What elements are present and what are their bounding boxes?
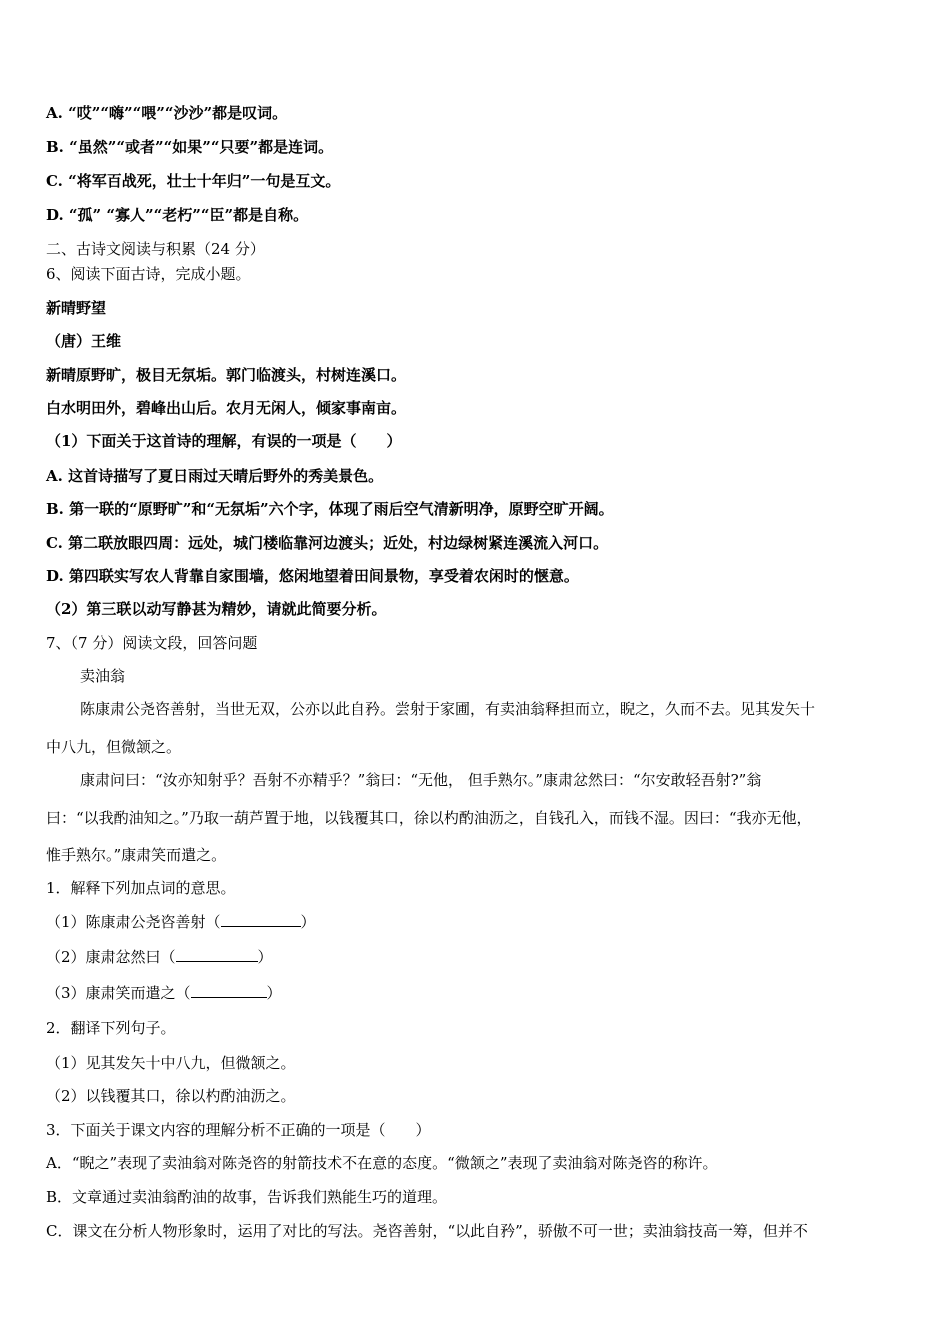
q6-sub1: （1）下面关于这首诗的理解，有误的一项是（ ） xyxy=(46,432,402,450)
passage-para2-line1: 康肃问曰：“汝亦知射乎？吾射不亦精乎？”翁曰：“无他， 但手熟尔。”康肃忿然曰：“尔安敢轻吾射?”翁 xyxy=(80,771,762,789)
q7-sub3: 3．下面关于课文内容的理解分析不正确的一项是（ ） xyxy=(46,1121,431,1139)
answer-blank[interactable] xyxy=(176,947,258,962)
item-text: （1）陈康肃公尧咨善射（ xyxy=(46,913,221,931)
close-paren: ） xyxy=(257,948,273,966)
passage-para1-line1: 陈康肃公尧咨善射，当世无双，公亦以此自矜。尝射于家圃，有卖油翁释担而立，睨之，久而不去。见其发矢十 xyxy=(80,700,816,718)
item-text: （2）康肃忿然曰（ xyxy=(46,948,176,966)
q5-option-d: D. “孤” “寡人”“老朽”“臣”都是自称。 xyxy=(46,206,309,224)
q6-sub1-option-c: C. 第二联放眼四周：远处，城门楼临靠河边渡头；近处，村边绿树紧连溪流入河口。 xyxy=(46,534,609,552)
poem-author: （唐）王维 xyxy=(46,332,122,350)
poem-line-1: 新晴原野旷，极目无氛垢。郭门临渡头，村树连溪口。 xyxy=(46,366,407,384)
passage-para2-line3: 惟手熟尔。”康肃笑而遣之。 xyxy=(46,846,227,864)
q7-sub1: 1．解释下列加点词的意思。 xyxy=(46,879,236,897)
q7-sub1-item-1 xyxy=(46,912,316,932)
q6-sub1-option-b: B. 第一联的“原野旷”和“无氛垢”六个字，体现了雨后空气清新明净，原野空旷开阔。 xyxy=(46,500,614,518)
q7-sub1-item-2 xyxy=(46,947,273,967)
q5-option-c: C. “将军百战死，壮士十年归”一句是互文。 xyxy=(46,172,341,190)
q6-prompt: 6、阅读下面古诗，完成小题。 xyxy=(46,265,251,283)
q7-sub3-option-b: B．文章通过卖油翁酌油的故事，告诉我们熟能生巧的道理。 xyxy=(46,1188,448,1206)
q6-sub1-option-d: D. 第四联实写农人背靠自家围墙，悠闲地望着田间景物，享受着农闲时的惬意。 xyxy=(46,567,579,585)
q7-sub2-item-2: （2）以钱覆其口，徐以杓酌油沥之。 xyxy=(46,1087,296,1105)
q5-option-b: B. “虽然”“或者”“如果”“只要”都是连词。 xyxy=(46,138,334,156)
item-text: （3）康肃笑而遣之（ xyxy=(46,984,191,1002)
answer-blank[interactable] xyxy=(191,983,267,998)
passage-title: 卖油翁 xyxy=(80,667,126,685)
q7-sub3-option-a: A．“睨之”表现了卖油翁对陈尧咨的射箭技术不在意的态度。“微颔之”表现了卖油翁对陈尧咨的称许。 xyxy=(46,1154,718,1172)
passage-para1-line2: 中八九，但微颔之。 xyxy=(46,738,182,756)
q7-sub3-option-c: C．课文在分析人物形象时，运用了对比的写法。尧咨善射，“以此自矜”，骄傲不可一世；卖油翁技高一筹，但并不 xyxy=(46,1222,808,1240)
q7-sub1-item-3 xyxy=(46,983,282,1003)
q6-sub2: （2）第三联以动写静甚为精妙，请就此简要分析。 xyxy=(46,600,387,618)
section-heading: 二、古诗文阅读与积累（24 分） xyxy=(46,240,265,258)
q7-sub2-item-1: （1）见其发矢十中八九，但微颔之。 xyxy=(46,1054,296,1072)
q6-sub1-option-a: A. 这首诗描写了夏日雨过天晴后野外的秀美景色。 xyxy=(46,467,384,485)
poem-line-2: 白水明田外，碧峰出山后。农月无闲人，倾家事南亩。 xyxy=(46,399,407,417)
q7-sub2: 2．翻译下列句子。 xyxy=(46,1019,176,1037)
answer-blank[interactable] xyxy=(221,912,301,927)
close-paren: ） xyxy=(300,913,316,931)
passage-para2-line2: 曰：“以我酌油知之。”乃取一葫芦置于地，以钱覆其口，徐以杓酌油沥之，自钱孔入，而钱不湿。因曰：“我亦无他， xyxy=(46,809,812,827)
poem-title: 新晴野望 xyxy=(46,299,107,317)
q5-option-a: A. “哎”“嗨”“喂”“沙沙”都是叹词。 xyxy=(46,104,288,122)
close-paren: ） xyxy=(266,984,282,1002)
q7-prompt: 7、（7 分）阅读文段，回答问题 xyxy=(46,634,258,652)
